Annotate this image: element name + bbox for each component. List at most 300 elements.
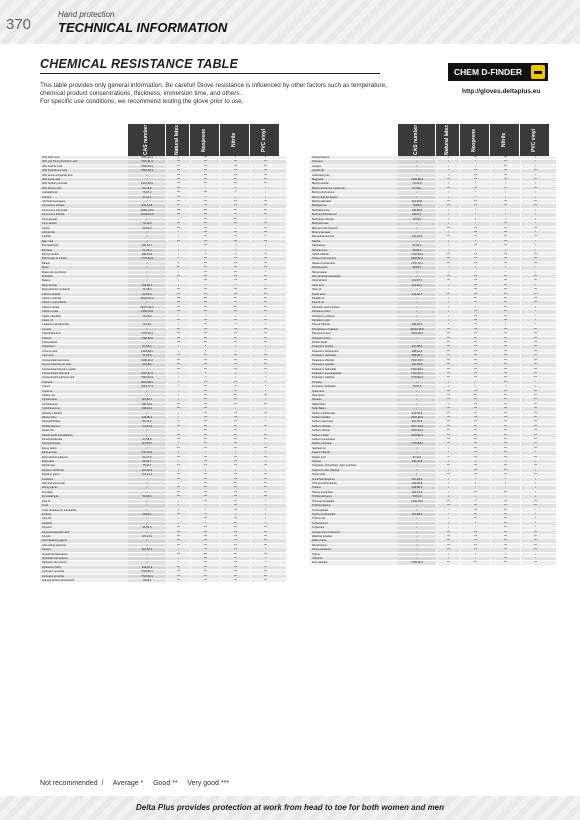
- rating-cell: *: [520, 165, 550, 168]
- rating-cell: *: [250, 522, 280, 525]
- rating-cell: ***: [520, 200, 550, 203]
- rating-cell: ***: [460, 315, 490, 318]
- chemical-name: Asphalt: [42, 235, 51, 239]
- rating-cell: ***: [490, 332, 520, 335]
- rating-cell: ***: [490, 548, 520, 551]
- footer-band: Delta Plus provides protection at work from head to toe for both women and men: [0, 796, 580, 820]
- rating-cell: *: [460, 249, 490, 252]
- rating-cell: ***: [250, 354, 280, 357]
- rating-cell: /: [520, 486, 550, 489]
- rating-cell: /: [490, 266, 520, 269]
- rating-cell: /: [436, 196, 460, 199]
- rating-cell: ***: [190, 227, 220, 230]
- rating-cell: ***: [490, 174, 520, 177]
- rating-cell: ***: [166, 539, 190, 542]
- rating-cell: ***: [220, 438, 250, 441]
- rating-cell: ***: [460, 504, 490, 507]
- rating-cell: ***: [490, 372, 520, 375]
- rating-cell: *: [190, 345, 220, 348]
- cas-number: /: [128, 522, 166, 525]
- rating-cell: ***: [490, 165, 520, 168]
- rating-cell: ***: [490, 275, 520, 278]
- rating-cell: ***: [220, 482, 250, 485]
- rating-cell: ***: [166, 579, 190, 582]
- rating-cell: ***: [166, 332, 190, 335]
- rating-cell: ***: [460, 535, 490, 538]
- rating-cell: ***: [190, 438, 220, 441]
- cas-number: /: [398, 451, 436, 454]
- rating-cell: ***: [166, 297, 190, 300]
- chemical-name: Ammonium fluoride: [42, 213, 65, 217]
- chemical-name: Kerosene: [312, 160, 324, 164]
- chemical-name: Oleic acid: [312, 283, 324, 287]
- rating-cell: ***: [190, 337, 220, 340]
- rating-cell: ***: [460, 447, 490, 450]
- rating-cell: ***: [250, 478, 280, 481]
- rating-cell: /: [436, 222, 460, 225]
- rating-cell: ***: [250, 425, 280, 428]
- rating-cell: ***: [166, 165, 190, 168]
- rating-cell: *: [190, 372, 220, 375]
- col-latex: Natural latex: [436, 124, 460, 156]
- chemical-name: Benzene: [42, 248, 53, 252]
- cas-number: 60-29-7: [128, 460, 166, 463]
- rating-cell: ***: [190, 553, 220, 556]
- rating-cell: ***: [520, 262, 550, 265]
- chemical-name: Petroleum spirit: [312, 319, 331, 323]
- rating-cell: /: [166, 381, 190, 384]
- rating-cell: ***: [250, 174, 280, 177]
- rating-cell: **: [250, 253, 280, 256]
- chemical-name: Gas oils: [42, 517, 52, 521]
- cas-number: 7647-14-5: [398, 425, 436, 428]
- chemical-name: Hydraulic oils (petrol): [42, 561, 67, 565]
- rating-cell: /: [436, 240, 460, 243]
- chemical-name: Tetrachloroethylene: [312, 477, 335, 481]
- rating-cell: /: [166, 376, 190, 379]
- cas-number: 7733-02-0: [398, 561, 436, 564]
- rating-cell: *: [520, 174, 550, 177]
- rating-cell: ***: [190, 160, 220, 163]
- rating-cell: ***: [490, 456, 520, 459]
- rating-cell: ***: [250, 319, 280, 322]
- rating-cell: *: [250, 429, 280, 432]
- rating-cell: *: [490, 478, 520, 481]
- rating-cell: /: [250, 284, 280, 287]
- chemical-name: Sodium bicarbonate: [312, 411, 336, 415]
- rating-cell: ***: [436, 394, 460, 397]
- rating-cell: /: [166, 504, 190, 507]
- rating-cell: ***: [250, 464, 280, 467]
- chemical-name: Potassium sulphate: [312, 376, 335, 380]
- cas-number: /: [128, 231, 166, 234]
- rating-cell: ***: [460, 279, 490, 282]
- cas-number: 79-01-6: [398, 495, 436, 498]
- cas-number: /: [398, 306, 436, 309]
- rating-cell: *: [250, 509, 280, 512]
- cas-number: 76-13-1: [128, 323, 166, 326]
- rating-cell: ***: [166, 531, 190, 534]
- rating-cell: /: [166, 249, 190, 252]
- cas-number: 7664-93-9: [128, 376, 166, 379]
- chemical-name: Wood lotions: [312, 543, 327, 547]
- rating-cell: /: [436, 288, 460, 291]
- rating-cell: ***: [250, 209, 280, 212]
- rating-cell: /: [436, 301, 460, 304]
- rating-cell: /: [250, 196, 280, 199]
- chemical-name: Sodium chloride: [312, 424, 331, 428]
- rating-cell: ***: [436, 178, 460, 181]
- rating-cell: ***: [460, 293, 490, 296]
- cas-number: /: [398, 160, 436, 163]
- rating-legend: Not recommended / Average * Good ** Very good ***: [40, 780, 229, 787]
- cas-number: 10361-29-2: [128, 209, 166, 212]
- rating-cell: /: [520, 460, 550, 463]
- rating-cell: /: [460, 482, 490, 485]
- rating-cell: /: [436, 447, 460, 450]
- cas-number: 7631-90-5: [398, 416, 436, 419]
- rating-cell: ***: [190, 178, 220, 181]
- rating-cell: ***: [166, 495, 190, 498]
- cas-number: 7697-37-2: [128, 156, 166, 159]
- rating-cell: /: [436, 182, 460, 185]
- rating-cell: **: [166, 420, 190, 423]
- rating-cell: ***: [250, 227, 280, 230]
- rating-cell: ***: [166, 447, 190, 450]
- rating-cell: ***: [250, 412, 280, 415]
- chemical-name: Ammonium acetate: [42, 204, 65, 208]
- rating-cell: /: [436, 174, 460, 177]
- cas-number: 98-95-3: [398, 266, 436, 269]
- rating-cell: ***: [520, 438, 550, 441]
- chemical-name: Diethanolamine: [42, 424, 61, 428]
- rating-cell: ***: [520, 403, 550, 406]
- chemical-name: Bleach: [42, 261, 50, 265]
- rating-cell: ***: [490, 284, 520, 287]
- rating-cell: ***: [436, 390, 460, 393]
- chemical-name: Methylcyclohexanone: [312, 213, 337, 217]
- chemical-name: Sodium phosphates: [312, 438, 335, 441]
- rating-cell: ***: [490, 526, 520, 529]
- rating-cell: ***: [490, 394, 520, 397]
- rating-cell: ***: [190, 429, 220, 432]
- chemical-name: Zinc sulphate: [312, 561, 328, 565]
- cas-number: 74-89-5: [398, 204, 436, 207]
- rating-cell: *: [250, 561, 280, 564]
- rating-cell: ***: [436, 337, 460, 340]
- rating-cell: ***: [490, 169, 520, 172]
- rating-cell: ***: [166, 407, 190, 410]
- rating-cell: ***: [166, 553, 190, 556]
- rating-cell: ***: [190, 416, 220, 419]
- rating-cell: ***: [220, 429, 250, 432]
- rating-cell: ***: [490, 398, 520, 401]
- chemical-name: Stearic acid: [312, 455, 326, 459]
- cas-number: /: [398, 301, 436, 304]
- chemical-name: Isobutyl alcohol (isobutanol): [42, 579, 75, 582]
- chemical-name: Calcium hypochlorite: [42, 301, 67, 305]
- rating-cell: *: [490, 209, 520, 212]
- chemical-name: Diluted acids and alkalines: [42, 433, 73, 437]
- rating-cell: ***: [250, 257, 280, 260]
- chemical-name: Octyl alcohol: [312, 279, 327, 283]
- rating-cell: *: [250, 323, 280, 326]
- rating-cell: ***: [490, 504, 520, 507]
- chemical-name: Fixing agents: [42, 486, 58, 490]
- chemical-name: 30% Sodium peroxide: [42, 182, 68, 186]
- rating-cell: /: [436, 553, 460, 556]
- chemical-name: Methyl ethyl ketone: [312, 191, 335, 195]
- chemical-name: Acetone: [42, 195, 52, 199]
- chemical-name: Bromides: [42, 274, 53, 278]
- chemical-name: Hexane: [42, 548, 51, 552]
- cas-number: 7782-50-5: [128, 337, 166, 340]
- chemical-name: Styrene: [312, 460, 321, 464]
- chemical-name: Glycols: [42, 534, 51, 538]
- chemical-name: Cyclohexanol: [42, 402, 58, 406]
- rating-cell: ***: [190, 398, 220, 401]
- cas-number: 497-19-8: [398, 420, 436, 423]
- rating-cell: ***: [190, 165, 220, 168]
- cas-number: /: [128, 390, 166, 393]
- cas-number: 1330-78-5: [398, 500, 436, 503]
- rating-cell: ***: [436, 434, 460, 437]
- rating-cell: ***: [166, 354, 190, 357]
- cas-number: 1336-21-6: [128, 359, 166, 362]
- chemical-name: Lanolin fat: [312, 169, 324, 173]
- rating-cell: ***: [250, 337, 280, 340]
- chemical-name: Cutting oils: [42, 393, 55, 397]
- rating-cell: *: [190, 284, 220, 287]
- rating-cell: /: [250, 345, 280, 348]
- cas-number: /: [128, 174, 166, 177]
- table-body-right: [310, 156, 556, 566]
- rating-cell: *: [520, 231, 550, 234]
- rating-cell: ***: [520, 390, 550, 393]
- rating-cell: ***: [460, 398, 490, 401]
- rating-cell: /: [520, 249, 550, 252]
- cas-number: 108-95-2: [398, 323, 436, 326]
- rating-cell: /: [220, 451, 250, 454]
- cas-number: 67-68-5: [128, 438, 166, 441]
- rating-cell: *: [250, 372, 280, 375]
- rating-cell: ***: [190, 464, 220, 467]
- logo-url[interactable]: http://gloves.deltaplus.eu: [462, 88, 541, 95]
- chemical-name: Mineral greases: [312, 230, 331, 234]
- chemical-name: Calcium chloride: [42, 297, 62, 300]
- rating-cell: ***: [490, 345, 520, 348]
- rating-cell: ***: [250, 301, 280, 304]
- cas-number: /: [398, 227, 436, 230]
- section-label: Hand protection: [58, 10, 115, 19]
- cas-number: /: [128, 279, 166, 282]
- cas-number: /: [128, 235, 166, 238]
- rating-cell: ***: [220, 517, 250, 520]
- rating-cell: ***: [460, 363, 490, 366]
- rating-cell: ***: [520, 420, 550, 423]
- col-nitrile: Nitrile: [220, 124, 250, 156]
- chemical-name: Nitrobenzene: [312, 266, 328, 270]
- cas-number: 75-04-7: [128, 464, 166, 467]
- chemical-name: Stearic chloride: [312, 451, 330, 455]
- cas-number: 7757-82-6: [398, 442, 436, 445]
- rating-cell: ***: [490, 509, 520, 512]
- rating-cell: ***: [190, 381, 220, 384]
- chemical-name: Potassium acetate: [312, 345, 334, 349]
- rating-cell: /: [250, 315, 280, 318]
- cas-number: 1313-60-6: [128, 182, 166, 185]
- rating-cell: *: [520, 451, 550, 454]
- rating-cell: ***: [220, 332, 250, 335]
- rating-cell: ***: [520, 341, 550, 344]
- rating-cell: ***: [250, 328, 280, 331]
- rating-cell: ***: [190, 288, 220, 291]
- chemical-name: Polyester resins: [312, 336, 331, 340]
- rating-cell: *: [520, 284, 550, 287]
- rating-cell: ***: [166, 368, 190, 371]
- rating-cell: ***: [220, 174, 250, 177]
- table-row: [310, 561, 556, 565]
- rating-cell: ***: [190, 174, 220, 177]
- chemical-name: Amyl alcohol: [42, 222, 57, 226]
- cas-number: 117-81-7: [128, 442, 166, 445]
- rating-cell: /: [166, 244, 190, 247]
- rating-cell: ***: [490, 429, 520, 432]
- chemical-name: Sulphates, phosphates, hypo sulphites: [312, 464, 357, 468]
- cas-number: 7722-64-7: [398, 372, 436, 375]
- rating-cell: ***: [220, 522, 250, 525]
- cas-number: /: [398, 381, 436, 384]
- cas-number: /: [128, 262, 166, 265]
- chemical-name: Calcium oxide: [42, 310, 59, 314]
- rating-cell: /: [436, 495, 460, 498]
- rating-cell: ***: [190, 535, 220, 538]
- cas-number: 108-88-3: [398, 209, 436, 212]
- rating-cell: ***: [460, 376, 490, 379]
- chemical-name: Turbine oils: [312, 517, 326, 521]
- cas-number: 64-18-6: [128, 187, 166, 190]
- rating-cell: ***: [220, 204, 250, 207]
- cas-number: 67-56-1: [398, 187, 436, 190]
- chemical-name: Lacquer: [312, 164, 322, 168]
- chemical-name: Methylamine: [312, 204, 327, 208]
- cas-number: 77-92-9: [128, 354, 166, 357]
- rating-cell: ***: [520, 363, 550, 366]
- rating-cell: **: [220, 253, 250, 256]
- rating-cell: /: [220, 350, 250, 353]
- col-neoprene: Neoprene: [460, 124, 490, 156]
- rating-cell: ***: [250, 495, 280, 498]
- rating-cell: ***: [490, 328, 520, 331]
- chemical-name: Ethyl alcohol (ethanol): [42, 455, 68, 459]
- col-nitrile: Nitrile: [490, 124, 520, 156]
- rating-cell: ***: [250, 306, 280, 309]
- chemical-name: Calcium acetate: [42, 292, 61, 296]
- rating-cell: ***: [490, 288, 520, 291]
- rating-cell: ***: [520, 535, 550, 538]
- cas-number: 67-64-1: [128, 196, 166, 199]
- chemical-name: Chlorinated lime: [42, 332, 61, 336]
- rating-cell: ***: [166, 526, 190, 529]
- chemical-name: Dicalcium alcohol: [42, 411, 63, 415]
- title-rule: [40, 73, 380, 74]
- rating-cell: /: [250, 460, 280, 463]
- cas-number: /: [398, 438, 436, 441]
- rating-cell: ***: [490, 231, 520, 234]
- cas-number: /: [398, 548, 436, 551]
- chemical-name: Triphenyl phosphate: [312, 512, 336, 516]
- chemical-name: Citric acid: [42, 354, 54, 358]
- rating-cell: *: [250, 350, 280, 353]
- rating-cell: ***: [220, 218, 250, 221]
- rating-cell: ***: [190, 191, 220, 194]
- cas-number: /: [128, 394, 166, 397]
- cas-number: 56-81-5: [128, 526, 166, 529]
- cas-number: /: [398, 522, 436, 525]
- rating-cell: ***: [166, 341, 190, 344]
- rating-cell: ***: [490, 310, 520, 313]
- rating-cell: *: [220, 191, 250, 194]
- chem-d-finder-logo[interactable]: [448, 63, 548, 81]
- cas-number: /: [128, 178, 166, 181]
- cas-number: /: [398, 231, 436, 234]
- chemical-name: Sodium chlorite: [312, 429, 330, 433]
- rating-cell: /: [436, 271, 460, 274]
- rating-cell: ***: [460, 464, 490, 467]
- rating-cell: /: [220, 315, 250, 318]
- rating-cell: ***: [436, 200, 460, 203]
- rating-cell: ***: [460, 451, 490, 454]
- rating-cell: *: [250, 548, 280, 551]
- rating-cell: /: [436, 160, 460, 163]
- rating-cell: ***: [166, 178, 190, 181]
- rating-cell: ***: [520, 337, 550, 340]
- cas-number: /: [128, 486, 166, 489]
- rating-cell: ***: [190, 566, 220, 569]
- rating-cell: /: [166, 416, 190, 419]
- rating-cell: ***: [490, 341, 520, 344]
- rating-cell: ***: [190, 575, 220, 578]
- rating-cell: /: [436, 297, 460, 300]
- rating-cell: ***: [190, 517, 220, 520]
- cas-number: 91-20-3: [398, 244, 436, 247]
- rating-cell: ***: [166, 182, 190, 185]
- rating-cell: ***: [436, 328, 460, 331]
- rating-cell: ***: [250, 491, 280, 494]
- rating-cell: /: [250, 191, 280, 194]
- rating-cell: ***: [190, 266, 220, 269]
- chemical-name: 20% Nitric acid: [42, 156, 60, 159]
- rating-cell: /: [166, 372, 190, 375]
- rating-cell: /: [220, 407, 250, 410]
- rating-cell: /: [436, 218, 460, 221]
- rating-cell: /: [220, 227, 250, 230]
- chemical-name: Glycerin: [42, 526, 52, 530]
- rating-cell: ***: [220, 500, 250, 503]
- cas-number: /: [398, 447, 436, 450]
- rating-cell: /: [250, 244, 280, 247]
- rating-cell: ***: [490, 306, 520, 309]
- rating-cell: /: [436, 460, 460, 463]
- rating-cell: *: [436, 509, 460, 512]
- rating-cell: **: [250, 235, 280, 238]
- rating-cell: /: [436, 191, 460, 194]
- cas-number: 75-09-2: [398, 218, 436, 221]
- intro-line-1: This table provides only general information. Be careful! Glove resistance is influenced by other factors such as temperature,: [40, 82, 387, 89]
- cas-number: 7778-54-3: [128, 332, 166, 335]
- rating-cell: ***: [460, 491, 490, 494]
- cas-number: /: [398, 531, 436, 534]
